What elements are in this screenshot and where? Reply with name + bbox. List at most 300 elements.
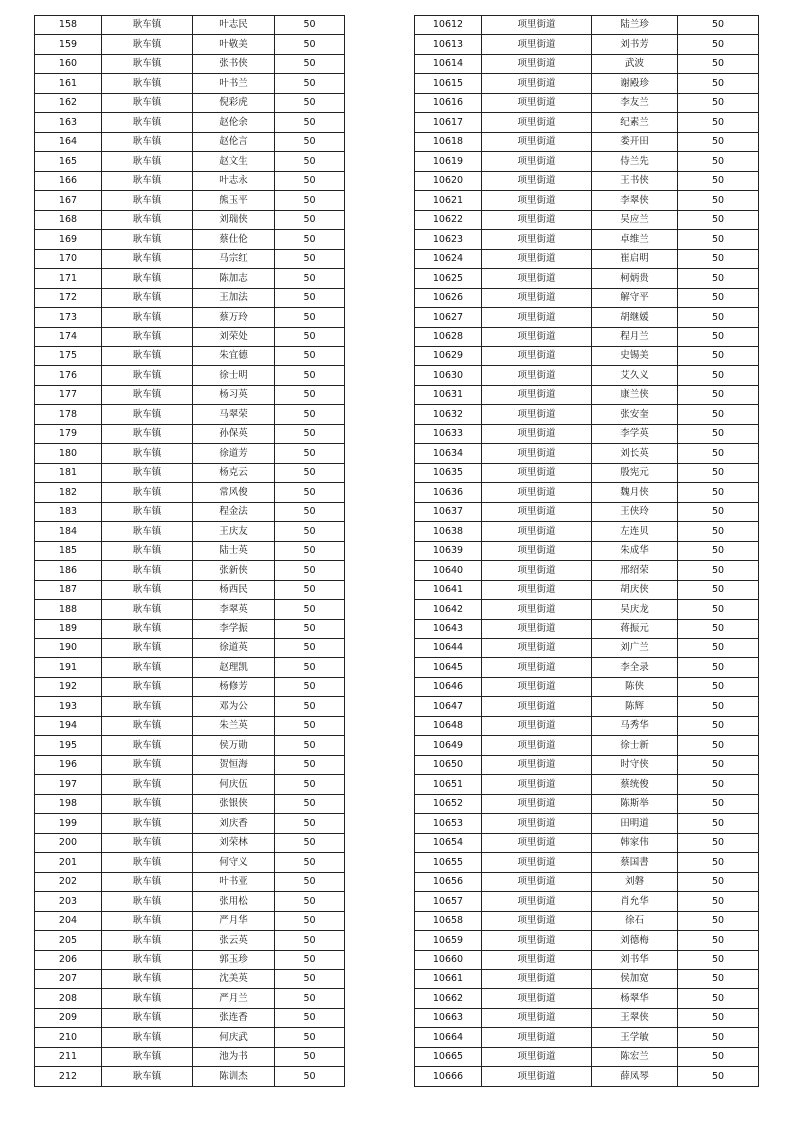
table-row (415, 561, 759, 580)
serial-number-cell: 10662 (415, 989, 482, 1008)
district-cell: 项里街道 (482, 639, 592, 658)
amount-cell: 50 (275, 853, 345, 872)
serial-number-cell: 183 (35, 502, 102, 521)
table-row (415, 502, 759, 521)
amount-cell: 50 (275, 658, 345, 677)
table-row (415, 249, 759, 268)
name-cell: 娄开田 (592, 132, 678, 151)
district-cell: 项里街道 (482, 580, 592, 599)
amount-cell: 50 (678, 736, 759, 755)
amount-cell: 50 (678, 93, 759, 112)
amount-cell: 50 (678, 113, 759, 132)
table-row (35, 210, 345, 229)
name-cell: 何庆武 (193, 1028, 275, 1047)
district-cell: 耿车镇 (102, 249, 193, 268)
district-cell: 耿车镇 (102, 716, 193, 735)
district-cell: 项里街道 (482, 210, 592, 229)
serial-number-cell: 176 (35, 366, 102, 385)
name-cell: 徐道英 (193, 639, 275, 658)
district-cell: 项里街道 (482, 522, 592, 541)
district-cell: 耿车镇 (102, 1008, 193, 1027)
table-row (35, 1028, 345, 1047)
amount-cell: 50 (275, 346, 345, 365)
name-cell: 魏月侠 (592, 483, 678, 502)
amount-cell: 50 (275, 210, 345, 229)
amount-cell: 50 (678, 775, 759, 794)
table-row (35, 249, 345, 268)
district-cell: 项里街道 (482, 677, 592, 696)
district-cell: 项里街道 (482, 171, 592, 190)
table-row (415, 405, 759, 424)
amount-cell: 50 (678, 230, 759, 249)
table-row (35, 872, 345, 891)
district-cell: 项里街道 (482, 346, 592, 365)
amount-cell: 50 (678, 522, 759, 541)
amount-cell: 50 (275, 16, 345, 35)
district-cell: 项里街道 (482, 853, 592, 872)
amount-cell: 50 (275, 385, 345, 404)
table-row (415, 385, 759, 404)
amount-cell: 50 (275, 561, 345, 580)
table-row (35, 736, 345, 755)
district-cell: 项里街道 (482, 405, 592, 424)
name-cell: 陈加志 (193, 269, 275, 288)
serial-number-cell: 184 (35, 522, 102, 541)
serial-number-cell: 190 (35, 639, 102, 658)
serial-number-cell: 210 (35, 1028, 102, 1047)
table-row (35, 230, 345, 249)
table-row (415, 814, 759, 833)
table-row (35, 152, 345, 171)
amount-cell: 50 (678, 288, 759, 307)
serial-number-cell: 161 (35, 74, 102, 93)
name-cell: 马翠荣 (193, 405, 275, 424)
amount-cell: 50 (275, 1047, 345, 1066)
name-cell: 程金法 (193, 502, 275, 521)
amount-cell: 50 (275, 931, 345, 950)
district-cell: 耿车镇 (102, 969, 193, 988)
serial-number-cell: 10620 (415, 171, 482, 190)
district-cell: 耿车镇 (102, 171, 193, 190)
serial-number-cell: 10655 (415, 853, 482, 872)
serial-number-cell: 10615 (415, 74, 482, 93)
district-cell: 项里街道 (482, 16, 592, 35)
table-row (415, 16, 759, 35)
amount-cell: 50 (275, 366, 345, 385)
name-cell: 杨修芳 (193, 677, 275, 696)
name-cell: 蒋振元 (592, 619, 678, 638)
right-roster-body (415, 16, 759, 1087)
table-row (35, 405, 345, 424)
serial-number-cell: 188 (35, 600, 102, 619)
district-cell: 耿车镇 (102, 191, 193, 210)
table-row (35, 775, 345, 794)
amount-cell: 50 (275, 327, 345, 346)
table-row (415, 658, 759, 677)
amount-cell: 50 (275, 424, 345, 443)
district-cell: 耿车镇 (102, 677, 193, 696)
amount-cell: 50 (275, 152, 345, 171)
amount-cell: 50 (678, 619, 759, 638)
amount-cell: 50 (275, 269, 345, 288)
serial-number-cell: 207 (35, 969, 102, 988)
serial-number-cell: 166 (35, 171, 102, 190)
amount-cell: 50 (275, 132, 345, 151)
serial-number-cell: 10624 (415, 249, 482, 268)
serial-number-cell: 174 (35, 327, 102, 346)
serial-number-cell: 10627 (415, 308, 482, 327)
serial-number-cell: 10635 (415, 463, 482, 482)
name-cell: 李学英 (592, 424, 678, 443)
table-row (415, 132, 759, 151)
name-cell: 左连贝 (592, 522, 678, 541)
district-cell: 耿车镇 (102, 639, 193, 658)
name-cell: 张书侠 (193, 54, 275, 73)
district-cell: 耿车镇 (102, 93, 193, 112)
amount-cell: 50 (275, 872, 345, 891)
amount-cell: 50 (275, 833, 345, 852)
name-cell: 陈宏兰 (592, 1047, 678, 1066)
table-row (35, 950, 345, 969)
district-cell: 耿车镇 (102, 522, 193, 541)
amount-cell: 50 (275, 989, 345, 1008)
name-cell: 李全录 (592, 658, 678, 677)
name-cell: 陈辉 (592, 697, 678, 716)
district-cell: 项里街道 (482, 502, 592, 521)
district-cell: 耿车镇 (102, 132, 193, 151)
name-cell: 刘磐 (592, 872, 678, 891)
amount-cell: 50 (678, 677, 759, 696)
name-cell: 李学振 (193, 619, 275, 638)
name-cell: 叶志民 (193, 16, 275, 35)
district-cell: 项里街道 (482, 74, 592, 93)
district-cell: 项里街道 (482, 736, 592, 755)
serial-number-cell: 10645 (415, 658, 482, 677)
table-row (35, 561, 345, 580)
name-cell: 徐士新 (592, 736, 678, 755)
serial-number-cell: 178 (35, 405, 102, 424)
name-cell: 胡继媛 (592, 308, 678, 327)
amount-cell: 50 (678, 308, 759, 327)
amount-cell: 50 (678, 794, 759, 813)
name-cell: 解守平 (592, 288, 678, 307)
serial-number-cell: 10661 (415, 969, 482, 988)
table-row (35, 483, 345, 502)
district-cell: 项里街道 (482, 600, 592, 619)
district-cell: 耿车镇 (102, 35, 193, 54)
table-row (415, 580, 759, 599)
amount-cell: 50 (678, 755, 759, 774)
amount-cell: 50 (678, 658, 759, 677)
district-cell: 项里街道 (482, 463, 592, 482)
name-cell: 张银侠 (193, 794, 275, 813)
table-row (415, 853, 759, 872)
name-cell: 张云英 (193, 931, 275, 950)
name-cell: 孙保英 (193, 424, 275, 443)
serial-number-cell: 212 (35, 1067, 102, 1086)
district-cell: 耿车镇 (102, 989, 193, 1008)
table-row (415, 366, 759, 385)
amount-cell: 50 (275, 794, 345, 813)
name-cell: 叶书亚 (193, 872, 275, 891)
table-row (415, 327, 759, 346)
amount-cell: 50 (275, 716, 345, 735)
table-row (35, 366, 345, 385)
amount-cell: 50 (275, 249, 345, 268)
district-cell: 项里街道 (482, 833, 592, 852)
serial-number-cell: 10632 (415, 405, 482, 424)
serial-number-cell: 10634 (415, 444, 482, 463)
name-cell: 杨克云 (193, 463, 275, 482)
amount-cell: 50 (275, 93, 345, 112)
name-cell: 朱宜德 (193, 346, 275, 365)
table-row (415, 950, 759, 969)
serial-number-cell: 10619 (415, 152, 482, 171)
serial-number-cell: 10642 (415, 600, 482, 619)
name-cell: 刘荣处 (193, 327, 275, 346)
serial-number-cell: 211 (35, 1047, 102, 1066)
amount-cell: 50 (275, 171, 345, 190)
serial-number-cell: 175 (35, 346, 102, 365)
table-row (35, 1047, 345, 1066)
amount-cell: 50 (678, 911, 759, 930)
name-cell: 赵理凯 (193, 658, 275, 677)
table-row (35, 697, 345, 716)
serial-number-cell: 173 (35, 308, 102, 327)
district-cell: 项里街道 (482, 385, 592, 404)
name-cell: 程月兰 (592, 327, 678, 346)
serial-number-cell: 187 (35, 580, 102, 599)
table-row (35, 16, 345, 35)
table-row (415, 152, 759, 171)
serial-number-cell: 10659 (415, 931, 482, 950)
district-cell: 耿车镇 (102, 327, 193, 346)
name-cell: 赵文生 (193, 152, 275, 171)
district-cell: 耿车镇 (102, 580, 193, 599)
serial-number-cell: 10660 (415, 950, 482, 969)
table-row (35, 191, 345, 210)
district-cell: 项里街道 (482, 872, 592, 891)
district-cell: 耿车镇 (102, 600, 193, 619)
serial-number-cell: 10657 (415, 892, 482, 911)
district-cell: 项里街道 (482, 561, 592, 580)
district-cell: 耿车镇 (102, 502, 193, 521)
table-row (35, 755, 345, 774)
name-cell: 肖允华 (592, 892, 678, 911)
table-row (415, 1008, 759, 1027)
serial-number-cell: 10629 (415, 346, 482, 365)
table-row (415, 775, 759, 794)
name-cell: 王学敏 (592, 1028, 678, 1047)
name-cell: 赵伦余 (193, 113, 275, 132)
name-cell: 刘德梅 (592, 931, 678, 950)
table-row (35, 639, 345, 658)
name-cell: 张新侠 (193, 561, 275, 580)
amount-cell: 50 (275, 911, 345, 930)
table-row (35, 132, 345, 151)
table-row (35, 911, 345, 930)
name-cell: 何庆伍 (193, 775, 275, 794)
district-cell: 耿车镇 (102, 288, 193, 307)
table-row (415, 716, 759, 735)
serial-number-cell: 172 (35, 288, 102, 307)
amount-cell: 50 (678, 1028, 759, 1047)
district-cell: 耿车镇 (102, 54, 193, 73)
district-cell: 项里街道 (482, 269, 592, 288)
name-cell: 杨习英 (193, 385, 275, 404)
table-row (35, 385, 345, 404)
amount-cell: 50 (275, 814, 345, 833)
amount-cell: 50 (678, 249, 759, 268)
name-cell: 纪素兰 (592, 113, 678, 132)
serial-number-cell: 163 (35, 113, 102, 132)
name-cell: 赵伦言 (193, 132, 275, 151)
district-cell: 耿车镇 (102, 269, 193, 288)
serial-number-cell: 168 (35, 210, 102, 229)
amount-cell: 50 (678, 697, 759, 716)
district-cell: 耿车镇 (102, 931, 193, 950)
table-row (35, 74, 345, 93)
table-row (35, 716, 345, 735)
amount-cell: 50 (678, 561, 759, 580)
name-cell: 王侠玲 (592, 502, 678, 521)
name-cell: 刘庆香 (193, 814, 275, 833)
amount-cell: 50 (678, 872, 759, 891)
district-cell: 耿车镇 (102, 561, 193, 580)
table-row (35, 463, 345, 482)
table-row (415, 677, 759, 696)
name-cell: 马秀华 (592, 716, 678, 735)
district-cell: 耿车镇 (102, 424, 193, 443)
name-cell: 侯万勋 (193, 736, 275, 755)
district-cell: 耿车镇 (102, 697, 193, 716)
district-cell: 项里街道 (482, 1028, 592, 1047)
name-cell: 谢殿珍 (592, 74, 678, 93)
serial-number-cell: 10666 (415, 1067, 482, 1086)
district-cell: 项里街道 (482, 814, 592, 833)
serial-number-cell: 10618 (415, 132, 482, 151)
district-cell: 耿车镇 (102, 814, 193, 833)
amount-cell: 50 (678, 502, 759, 521)
district-cell: 耿车镇 (102, 1047, 193, 1066)
name-cell: 陆士英 (193, 541, 275, 560)
serial-number-cell: 10656 (415, 872, 482, 891)
name-cell: 何守义 (193, 853, 275, 872)
district-cell: 耿车镇 (102, 872, 193, 891)
serial-number-cell: 159 (35, 35, 102, 54)
name-cell: 蔡统俊 (592, 775, 678, 794)
amount-cell: 50 (678, 444, 759, 463)
amount-cell: 50 (275, 619, 345, 638)
name-cell: 李翠英 (193, 600, 275, 619)
name-cell: 徐道芳 (193, 444, 275, 463)
amount-cell: 50 (678, 989, 759, 1008)
district-cell: 耿车镇 (102, 541, 193, 560)
serial-number-cell: 10644 (415, 639, 482, 658)
district-cell: 耿车镇 (102, 1028, 193, 1047)
name-cell: 邓为公 (193, 697, 275, 716)
amount-cell: 50 (678, 385, 759, 404)
amount-cell: 50 (275, 775, 345, 794)
table-row (415, 54, 759, 73)
amount-cell: 50 (678, 366, 759, 385)
serial-number-cell: 205 (35, 931, 102, 950)
amount-cell: 50 (678, 54, 759, 73)
serial-number-cell: 181 (35, 463, 102, 482)
district-cell: 耿车镇 (102, 794, 193, 813)
amount-cell: 50 (678, 580, 759, 599)
amount-cell: 50 (275, 639, 345, 658)
amount-cell: 50 (275, 405, 345, 424)
table-row (35, 93, 345, 112)
table-row (35, 424, 345, 443)
serial-number-cell: 195 (35, 736, 102, 755)
district-cell: 耿车镇 (102, 911, 193, 930)
district-cell: 项里街道 (482, 950, 592, 969)
table-row (35, 969, 345, 988)
serial-number-cell: 10614 (415, 54, 482, 73)
table-row (35, 814, 345, 833)
table-row (415, 892, 759, 911)
name-cell: 叶志永 (193, 171, 275, 190)
district-cell: 项里街道 (482, 658, 592, 677)
serial-number-cell: 10652 (415, 794, 482, 813)
district-cell: 耿车镇 (102, 16, 193, 35)
name-cell: 杨翠华 (592, 989, 678, 1008)
district-cell: 耿车镇 (102, 775, 193, 794)
amount-cell: 50 (275, 755, 345, 774)
table-row (415, 736, 759, 755)
amount-cell: 50 (678, 814, 759, 833)
table-row (415, 308, 759, 327)
left-roster-table (34, 15, 345, 1087)
serial-number-cell: 164 (35, 132, 102, 151)
serial-number-cell: 10653 (415, 814, 482, 833)
district-cell: 项里街道 (482, 152, 592, 171)
serial-number-cell: 170 (35, 249, 102, 268)
amount-cell: 50 (678, 405, 759, 424)
amount-cell: 50 (678, 346, 759, 365)
table-row (415, 639, 759, 658)
amount-cell: 50 (678, 152, 759, 171)
table-row (415, 1028, 759, 1047)
name-cell: 张连香 (193, 1008, 275, 1027)
serial-number-cell: 10612 (415, 16, 482, 35)
name-cell: 熊玉平 (193, 191, 275, 210)
name-cell: 胡庆侠 (592, 580, 678, 599)
name-cell: 武波 (592, 54, 678, 73)
name-cell: 陈斯举 (592, 794, 678, 813)
serial-number-cell: 10616 (415, 93, 482, 112)
district-cell: 耿车镇 (102, 1067, 193, 1086)
district-cell: 耿车镇 (102, 366, 193, 385)
table-row (415, 483, 759, 502)
district-cell: 耿车镇 (102, 405, 193, 424)
name-cell: 刘广兰 (592, 639, 678, 658)
serial-number-cell: 189 (35, 619, 102, 638)
amount-cell: 50 (275, 522, 345, 541)
name-cell: 李翠侠 (592, 191, 678, 210)
name-cell: 倪彩虎 (193, 93, 275, 112)
name-cell: 刘书华 (592, 950, 678, 969)
amount-cell: 50 (678, 74, 759, 93)
table-row (415, 619, 759, 638)
amount-cell: 50 (678, 541, 759, 560)
amount-cell: 50 (275, 892, 345, 911)
serial-number-cell: 10649 (415, 736, 482, 755)
name-cell: 柯炳贵 (592, 269, 678, 288)
serial-number-cell: 186 (35, 561, 102, 580)
